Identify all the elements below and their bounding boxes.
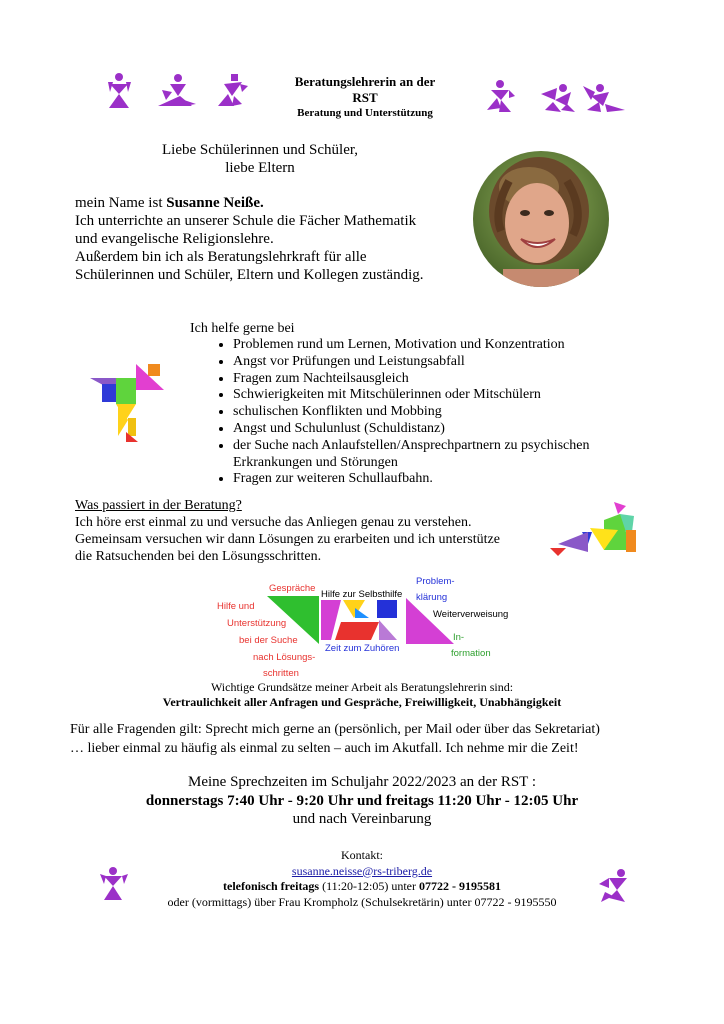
beratung-diagram: [215, 574, 510, 679]
forall-line1: Für alle Fragenden gilt: Sprecht mich gerne an (persönlich, per Mail oder über das Sekretariat): [70, 722, 600, 737]
diagram-selbsthilfe: Hilfe zur Selbsthilfe: [321, 589, 403, 600]
tangram-reclining-figure-icon: [548, 500, 640, 558]
help-intro: Ich helfe gerne bei: [190, 321, 295, 336]
diagram-info-line: formation: [451, 648, 491, 659]
list-item: • Schwierigkeiten mit Mitschülerinnen oder Mitschülern: [233, 387, 653, 404]
principles-line2: Vertraulichkeit aller Anfragen und Gespräche, Freiwilligkeit, Unabhängigkeit: [162, 695, 562, 709]
for-all-text: [70, 720, 670, 758]
list-item: • Fragen zur weiteren Schullaufbahn.: [233, 471, 653, 488]
beratung-line1: Ich höre erst einmal zu und versuche das Anliegen genau zu verstehen.: [75, 515, 472, 530]
principles-line1: Wichtige Grundsätze meiner Arbeit als Beratungslehrerin sind:: [210, 680, 514, 694]
header-title-line1: Beratungslehrerin an der: [294, 74, 436, 89]
intro-name-prefix: mein Name ist: [75, 195, 167, 211]
diagram-problem-line: Problem-: [416, 576, 455, 587]
diagram-info-line: In-: [453, 632, 465, 643]
list-item: • Angst vor Prüfungen und Leistungsabfall: [233, 354, 653, 371]
office-hours-line1: Meine Sprechzeiten im Schuljahr 2022/2023 an der RST :: [188, 774, 536, 790]
list-item: • der Suche nach Anlaufstellen/Ansprechpartnern zu psychischen Erkrankungen und Störungen: [233, 438, 653, 472]
contact-section: [90, 848, 634, 910]
intro-line2: Ich unterrichte an unserer Schule die Fächer Mathematik: [75, 213, 417, 229]
beratung-section: [75, 497, 545, 565]
tangram-bird-icon: [88, 362, 168, 446]
diagram-weiter: Weiterverweisung: [433, 609, 509, 620]
beratung-heading: Was passiert in der Beratung?: [75, 498, 242, 513]
intro-name: Susanne Neiße.: [166, 195, 264, 211]
contact-email-link[interactable]: susanne.neisse@rs-triberg.de: [291, 863, 433, 878]
contact-phone-line: [90, 879, 634, 895]
greeting-line2: liebe Eltern: [225, 160, 295, 176]
diagram-hilfe-line: bei der Suche: [239, 635, 298, 646]
contact-phone-number: 07722 - 9195581: [418, 879, 501, 893]
diagram-info: [453, 632, 491, 660]
greeting-line1: Liebe Schülerinnen und Schüler,: [161, 142, 358, 158]
diagram-zuhoeren: Zeit zum Zuhören: [325, 643, 400, 654]
intro-text: [75, 194, 475, 284]
office-hours: [60, 773, 664, 829]
beratung-line3: die Ratsuchenden bei den Lösungsschritten.: [75, 549, 322, 564]
header-subtitle: Beratung und Unterstützung: [297, 107, 433, 119]
contact-phone-time: (11:20-12:05) unter: [319, 879, 419, 893]
beratung-line2: Gemeinsam versuchen wir dann Lösungen zu erarbeiten und ich unterstütze: [75, 532, 500, 547]
diagram-magenta-triangle: [404, 598, 456, 646]
office-hours-times: donnerstags 7:40 Uhr - 9:20 Uhr und freitags 11:20 Uhr - 12:05 Uhr: [145, 792, 579, 809]
diagram-hilfe-line: schritten: [263, 668, 299, 679]
diagram-green-triangle: [267, 596, 321, 646]
diagram-hilfe-line: nach Lösungs-: [253, 652, 316, 663]
intro-line5: Schülerinnen und Schüler, Eltern und Kollegen zuständig.: [75, 267, 424, 283]
list-item: • Problemen rund um Lernen, Motivation und Konzentration: [233, 337, 653, 354]
header-title-line2: RST: [352, 90, 378, 105]
diagram-problem-line: klärung: [416, 592, 448, 603]
principles: [90, 680, 634, 710]
diagram-gespraeche: Gespräche: [269, 583, 316, 594]
forall-line2: … lieber einmal zu häufig als einmal zu selten – auch im Akutfall. Ich nehme mir die Zeit!: [70, 741, 579, 756]
greeting: [150, 141, 370, 177]
list-item: • schulischen Konflikten und Mobbing: [233, 404, 653, 421]
intro-name-line: [75, 194, 475, 212]
page-header: [280, 74, 450, 120]
office-hours-line3: und nach Vereinbarung: [292, 811, 432, 827]
intro-line3: und evangelische Religionslehre.: [75, 231, 274, 247]
portrait-photo: [473, 151, 609, 287]
diagram-tangram-square: [321, 600, 401, 642]
tangram-figures-left-icon: [100, 70, 250, 112]
tangram-figures-right-icon: [483, 78, 633, 116]
contact-phone-prefix: telefonisch freitags: [223, 879, 320, 893]
contact-label: Kontakt:: [341, 848, 383, 862]
help-list: [211, 337, 653, 488]
list-item: • Angst und Schulunlust (Schuldistanz): [233, 421, 653, 438]
contact-alt-line: oder (vormittags) über Frau Krompholz (Schulsekretärin) unter 07722 - 9195550: [167, 894, 557, 909]
tangram-figure-bottom-right-icon: [595, 868, 633, 904]
intro-line4: Außerdem bin ich als Beratungslehrkraft für alle: [75, 249, 367, 265]
diagram-hilfe-line: Unterstützung: [227, 618, 287, 629]
tangram-figure-bottom-left-icon: [98, 866, 130, 902]
diagram-hilfe-line: Hilfe und: [217, 601, 255, 612]
list-item: • Fragen zum Nachteilsausgleich: [233, 371, 653, 388]
